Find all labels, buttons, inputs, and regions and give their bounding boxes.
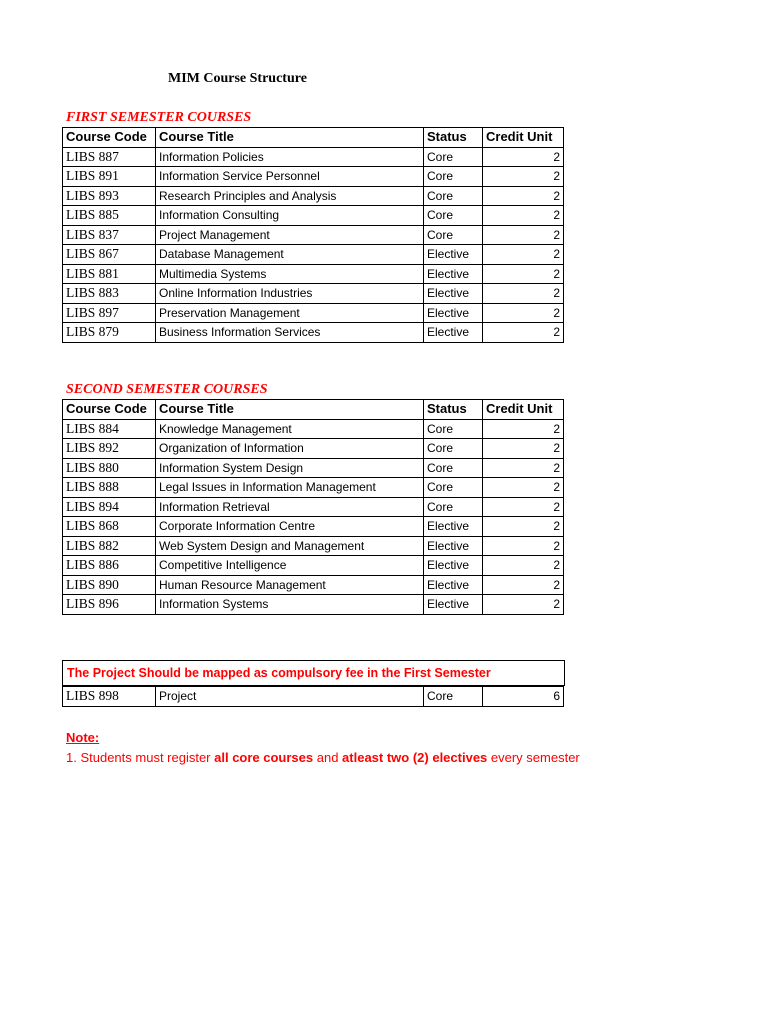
note-label: Note: [66,730,100,745]
course-code: LIBS 885 [63,206,156,226]
course-status: Core [424,497,483,517]
table-row [63,323,564,343]
note-line-1 [66,750,580,765]
course-code: LIBS 881 [63,264,156,284]
table-row [63,225,564,245]
header-course-title: Course Title [156,400,424,420]
course-title: Business Information Services [156,323,424,343]
course-title: Database Management [156,245,424,265]
course-code: LIBS 879 [63,323,156,343]
header-credit-unit: Credit Unit [483,400,564,420]
table-row [63,439,564,459]
course-title: Corporate Information Centre [156,517,424,537]
credit-unit: 2 [483,225,564,245]
second-semester-table [62,399,564,615]
credit-unit: 2 [483,478,564,498]
course-code: LIBS 886 [63,556,156,576]
course-code: LIBS 892 [63,439,156,459]
course-status: Core [424,439,483,459]
credit-unit: 2 [483,595,564,615]
table-row [63,595,564,615]
course-status: Elective [424,284,483,304]
course-title: Multimedia Systems [156,264,424,284]
first-semester-table [62,127,564,343]
course-title: Information Service Personnel [156,167,424,187]
table-row [63,206,564,226]
table-row [63,186,564,206]
course-status: Elective [424,595,483,615]
course-status: Core [424,186,483,206]
header-course-code: Course Code [63,128,156,148]
course-code: LIBS 893 [63,186,156,206]
note-emphasis: atleast two (2) electives [342,750,488,765]
project-mapping-note: The Project Should be mapped as compulsory fee in the First Semester [62,660,565,686]
course-title: Information Policies [156,147,424,167]
note-text: and [313,750,343,765]
course-status: Elective [424,303,483,323]
table-header-row [63,128,564,148]
course-status: Core [424,167,483,187]
course-title: Legal Issues in Information Management [156,478,424,498]
note-text: 1. Students must register [66,750,215,765]
course-status: Elective [424,517,483,537]
course-status: Elective [424,556,483,576]
credit-unit: 2 [483,556,564,576]
course-status: Elective [424,245,483,265]
course-code: LIBS 890 [63,575,156,595]
course-title: Web System Design and Management [156,536,424,556]
course-code: LIBS 896 [63,595,156,615]
course-status: Elective [424,536,483,556]
credit-unit: 2 [483,458,564,478]
course-code: LIBS 883 [63,284,156,304]
course-status: Core [424,478,483,498]
table-row [63,167,564,187]
course-status: Core [424,225,483,245]
credit-unit: 2 [483,536,564,556]
header-credit-unit: Credit Unit [483,128,564,148]
table-row [63,284,564,304]
table-row [63,536,564,556]
table-row [63,517,564,537]
table-row [63,458,564,478]
note-emphasis: all core courses [214,750,314,765]
course-status: Core [424,206,483,226]
table-row [63,575,564,595]
credit-unit: 2 [483,284,564,304]
course-code: LIBS 880 [63,458,156,478]
course-title: Information Systems [156,595,424,615]
course-code: LIBS 887 [63,147,156,167]
course-title: Human Resource Management [156,575,424,595]
credit-unit: 2 [483,264,564,284]
first-semester-heading: FIRST SEMESTER COURSES [66,110,252,125]
course-title: Online Information Industries [156,284,424,304]
header-course-title: Course Title [156,128,424,148]
course-status: Core [424,458,483,478]
header-status: Status [424,128,483,148]
page-title: MIM Course Structure [168,71,307,86]
course-code: LIBS 867 [63,245,156,265]
credit-unit: 2 [483,245,564,265]
course-status: Elective [424,264,483,284]
table-row [63,264,564,284]
credit-unit: 2 [483,186,564,206]
course-status: Elective [424,323,483,343]
course-title: Information Consulting [156,206,424,226]
table-row [63,556,564,576]
course-title: Preservation Management [156,303,424,323]
credit-unit: 2 [483,517,564,537]
credit-unit: 2 [483,575,564,595]
course-status: Core [424,419,483,439]
note-text: every semester [487,750,580,765]
course-title: Organization of Information [156,439,424,459]
credit-unit: 2 [483,439,564,459]
credit-unit: 2 [483,497,564,517]
course-code: LIBS 888 [63,478,156,498]
header-course-code: Course Code [63,400,156,420]
table-row [63,478,564,498]
table-header-row [63,400,564,420]
course-title: Information Retrieval [156,497,424,517]
course-title: Information System Design [156,458,424,478]
course-status: Elective [424,575,483,595]
course-code: LIBS 868 [63,517,156,537]
credit-unit: 2 [483,303,564,323]
header-status: Status [424,400,483,420]
table-row [63,497,564,517]
course-code: LIBS 837 [63,225,156,245]
credit-unit: 2 [483,323,564,343]
course-code: LIBS 882 [63,536,156,556]
credit-unit: 6 [483,687,564,707]
credit-unit: 2 [483,167,564,187]
second-semester-heading: SECOND SEMESTER COURSES [66,382,268,397]
course-title: Knowledge Management [156,419,424,439]
course-code: LIBS 894 [63,497,156,517]
credit-unit: 2 [483,147,564,167]
course-status: Core [424,147,483,167]
course-status: Core [424,687,483,707]
course-code: LIBS 891 [63,167,156,187]
table-row [63,303,564,323]
table-row [63,147,564,167]
credit-unit: 2 [483,206,564,226]
course-title: Competitive Intelligence [156,556,424,576]
course-code: LIBS 884 [63,419,156,439]
course-title: Project [156,687,424,707]
course-code: LIBS 897 [63,303,156,323]
table-row [63,245,564,265]
table-row [63,687,564,707]
course-title: Research Principles and Analysis [156,186,424,206]
course-code: LIBS 898 [63,687,156,707]
course-title: Project Management [156,225,424,245]
project-table [62,686,564,707]
table-row [63,419,564,439]
credit-unit: 2 [483,419,564,439]
